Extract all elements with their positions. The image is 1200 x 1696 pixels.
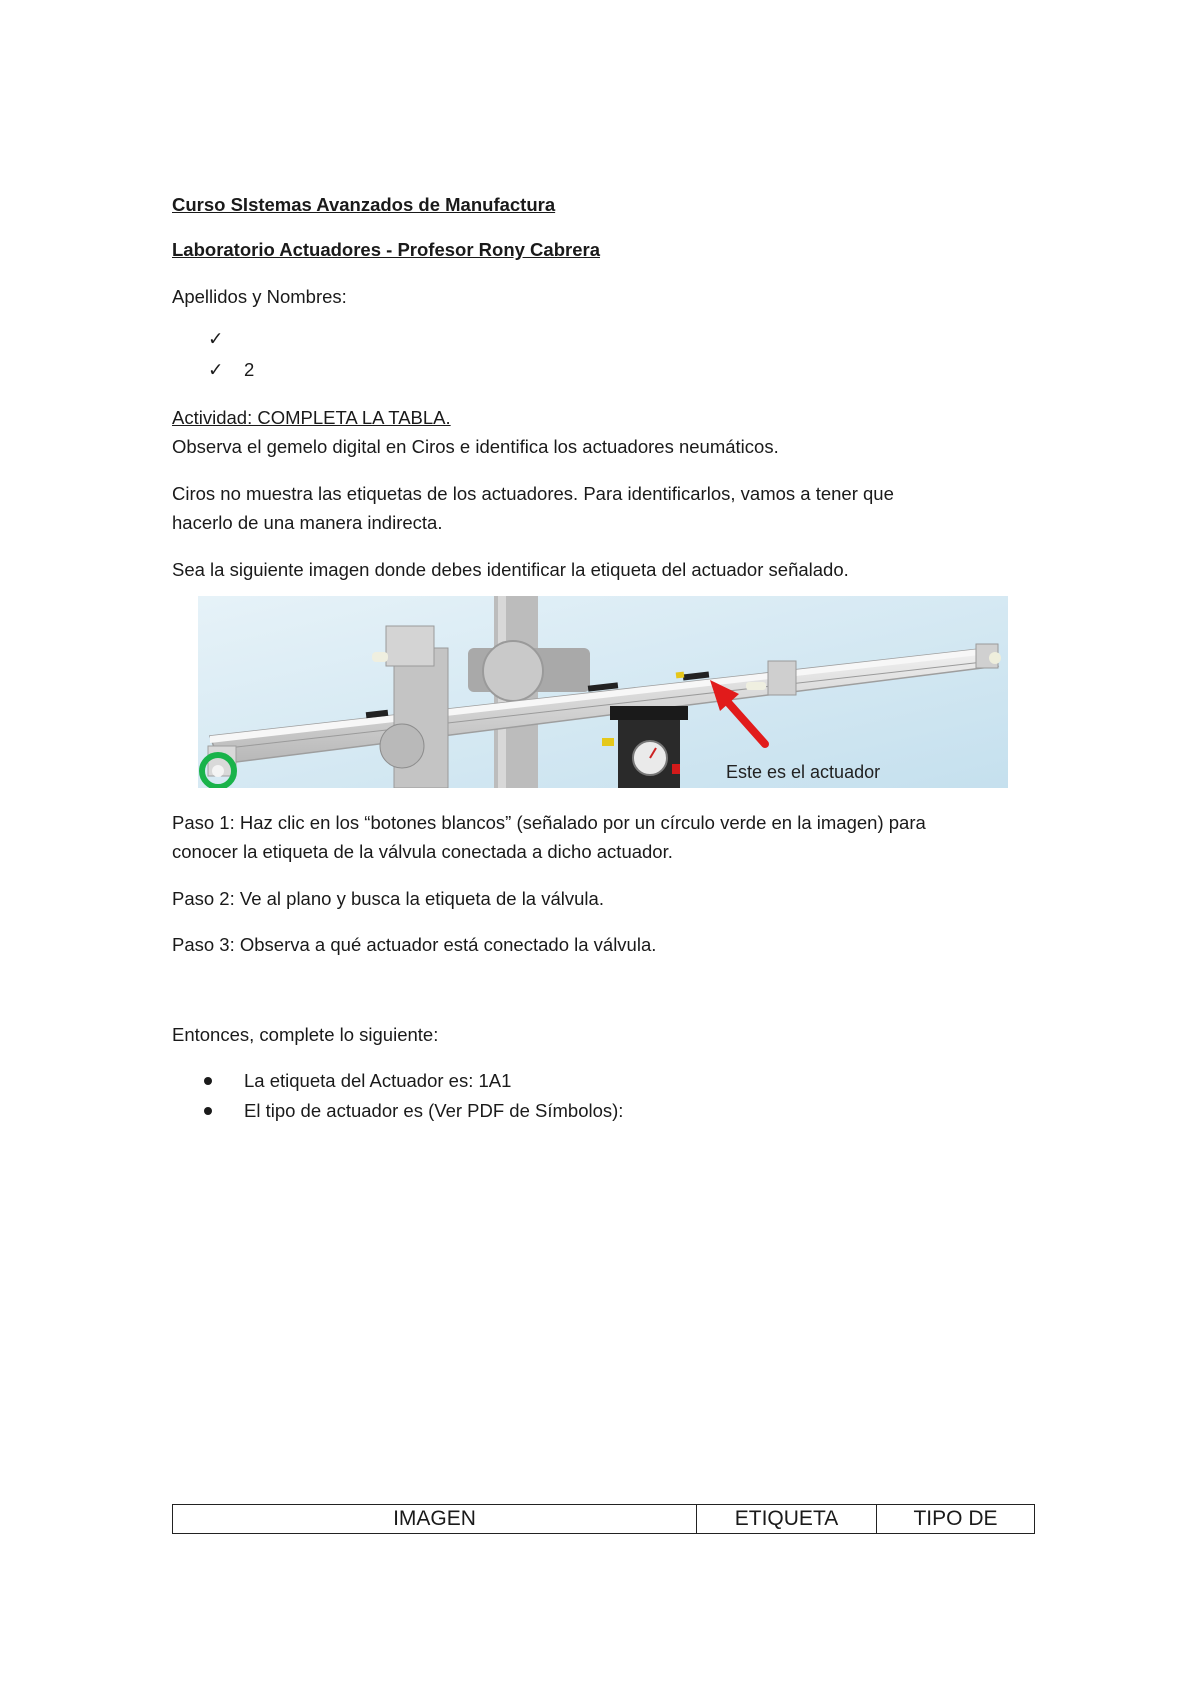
lab-title: Laboratorio Actuadores - Profesor Rony Cabrera — [172, 239, 600, 260]
figure-caption: Este es el actuador — [726, 762, 881, 782]
bullet-icon — [204, 1077, 212, 1085]
step-1: Paso 1: Haz clic en los “botones blancos” (señalado por un círculo verde en la imagen) para — [172, 812, 926, 833]
paragraph-text: hacerlo de una manera indirecta. — [172, 512, 443, 533]
complete-intro: Entonces, complete lo siguiente: — [172, 1024, 439, 1045]
bullet-icon — [204, 1107, 212, 1115]
list-item — [208, 355, 254, 384]
header-tipo: TIPO DE — [877, 1505, 1035, 1534]
checkmark-icon: ✓ — [208, 359, 224, 380]
activity-label: Actividad: COMPLETA LA TABLA. — [172, 407, 451, 428]
actuator-figure — [198, 596, 1008, 788]
course-title: Curso SIstemas Avanzados de Manufactura — [172, 194, 556, 215]
student-name: 2 — [244, 359, 255, 380]
step-3: Paso 3: Observa a qué actuador está conectado la válvula. — [172, 934, 657, 955]
list-item — [208, 324, 244, 353]
actuator-label-answer: La etiqueta del Actuador es: 1A1 — [244, 1070, 512, 1091]
checkmark-icon: ✓ — [208, 328, 224, 349]
actuator-render — [198, 596, 1008, 788]
header-etiqueta: ETIQUETA — [697, 1505, 877, 1534]
answer-table — [172, 1504, 1035, 1534]
names-label: Apellidos y Nombres: — [172, 286, 347, 307]
paragraph-text: Ciros no muestra las etiquetas de los actuadores. Para identificarlos, vamos a tener que — [172, 483, 894, 504]
header-imagen: IMAGEN — [173, 1505, 697, 1534]
paragraph-text: Sea la siguiente imagen donde debes identificar la etiqueta del actuador señalado. — [172, 559, 849, 580]
table-header-row — [173, 1505, 1035, 1534]
activity-text: Observa el gemelo digital en Ciros e identifica los actuadores neumáticos. — [172, 436, 779, 457]
step-1-cont: conocer la etiqueta de la válvula conectada a dicho actuador. — [172, 841, 673, 862]
step-2: Paso 2: Ve al plano y busca la etiqueta de la válvula. — [172, 888, 604, 909]
actuator-type-answer: El tipo de actuador es (Ver PDF de Símbolos): — [244, 1100, 624, 1121]
